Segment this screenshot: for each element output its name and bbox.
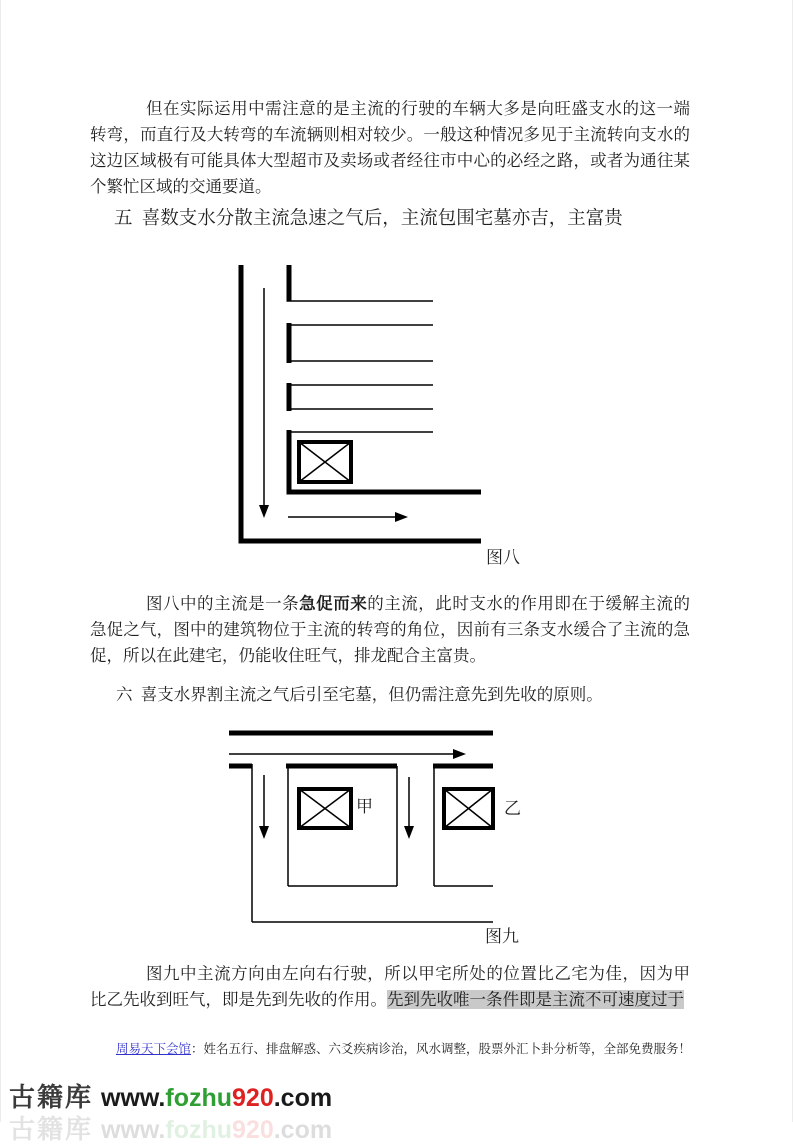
- logo-reflection-url-number: 920: [232, 1116, 274, 1144]
- logo-url-www: www.: [101, 1084, 166, 1112]
- paragraph-traffic-note: 但在实际运用中需注意的是主流的行驶的车辆大多是向旺盛支水的这一端转弯，而直行及大转弯的车流辆则相对较少。一般这种情况多见于主流转向支水的这边区域极有可能具体大型超市及卖场或者经往市中心的必经之路，或者为通往某个繁忙区域的交通要道。: [90, 99, 690, 196]
- footer-note: [116, 1040, 691, 1058]
- footer-link[interactable]: 周易天下会馆: [116, 1042, 192, 1056]
- flow-direction-right-arrow-icon: [288, 512, 408, 522]
- figure-8-caption: 图八: [486, 548, 520, 567]
- main-flow-road: [239, 265, 482, 543]
- figure-9-caption: 图九: [485, 927, 519, 946]
- figure-8-drawing: [226, 260, 526, 582]
- figure-8-diagram: [226, 260, 526, 582]
- logo-url-tld: .com: [273, 1084, 333, 1112]
- heading-section-six: 六 喜支水界割主流之气后引至宅墓，但仍需注意先到先收的原则。: [116, 685, 603, 704]
- logo-reflection-site-name: 古籍库: [9, 1114, 94, 1144]
- building-box-icon-jia: [299, 789, 351, 828]
- p3-text-start: 图九中主流方向由左向右行驶，所以甲宅所处的位置比乙宅为佳，因为甲比乙先收到旺气，即是先到先收的作用。: [90, 964, 690, 1009]
- p2-text-start: 图八中的主流是一条: [146, 594, 300, 613]
- logo-url-number: 920: [232, 1084, 274, 1112]
- figure-9-label-yi: 乙: [504, 799, 521, 818]
- site-logo: [9, 1082, 332, 1113]
- branch-channel-1: [287, 323, 434, 363]
- figure-9-drawing: [226, 725, 526, 957]
- logo-url-name: fozhu: [165, 1084, 233, 1112]
- building-box-icon: [299, 442, 351, 482]
- logo-reflection-url-tld: .com: [273, 1116, 333, 1144]
- building-box-icon-yi: [444, 789, 493, 828]
- figure-9-diagram: [226, 725, 526, 957]
- branch-top: [287, 265, 434, 301]
- p2-bold-phrase: 急促而来: [299, 594, 368, 613]
- site-logo-reflection: [9, 1114, 332, 1145]
- figure-9-label-jia: 甲: [356, 797, 373, 816]
- paragraph-figure8-explanation: [90, 591, 690, 669]
- logo-reflection-url-www: www.: [101, 1116, 166, 1144]
- flow-direction-right-arrow-icon: [229, 749, 466, 759]
- branch-down-arrow-icon-left: [259, 775, 269, 839]
- logo-reflection-url-name: fozhu: [165, 1116, 233, 1144]
- heading-section-five: 五 喜数支水分散主流急速之气后，主流包围宅墓亦吉，主富贵: [114, 209, 623, 229]
- p3-highlighted-phrase: 先到先收唯一条件即是主流不可速度过于: [387, 990, 684, 1009]
- p2-text-rest: 的主流，此时支水的作用即在于缓解主流的急促之气，图中的建筑物位于主流的转弯的角位，因前有三条支水缓合了主流的急促，所以在此建宅，仍能收住旺气，排龙配合主富贵。: [90, 594, 691, 665]
- paragraph-figure9-explanation: [90, 961, 690, 1013]
- logo-site-name: 古籍库: [9, 1082, 94, 1112]
- footer-services-text: ：姓名五行、排盘解惑、六爻疾病诊治，风水调整，股票外汇卜卦分析等，全部免费服务！: [191, 1042, 692, 1056]
- flow-direction-down-arrow-icon: [259, 288, 269, 518]
- branch-down-arrow-icon-middle: [404, 777, 414, 839]
- branch-channel-2: [287, 383, 434, 411]
